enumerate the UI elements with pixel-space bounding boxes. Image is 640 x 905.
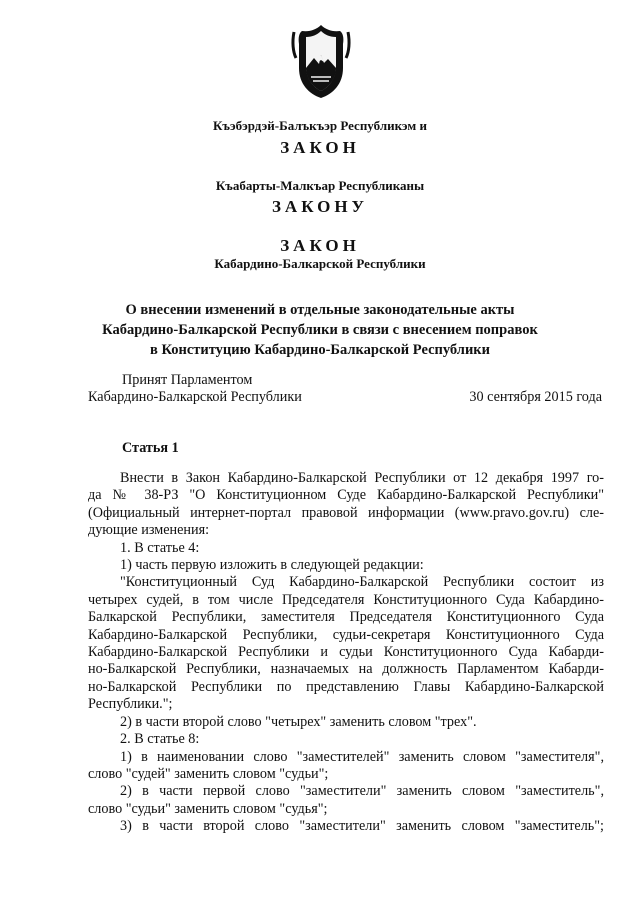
article-line: Кабардино-Балкарской Республики и судьи Конституционного Суда Кабарди- [88,644,604,661]
article-line: 1) часть первую изложить в следующей редакции: [120,557,424,574]
adopted-by-line: Принят Парламентом [122,372,253,388]
law-title-line: Кабардино-Балкарской Республики в связи с внесением поправок [102,322,538,338]
adoption-date: 30 сентября 2015 года [469,389,602,405]
header-line-russian: Кабардино-Балкарской Республики [214,256,426,271]
article-line: 1. В статье 4: [120,539,200,556]
header-line-balkar: Къабарты-Малкъар Республиканы [215,178,425,193]
article-line: 2. В статье 8: [120,731,200,748]
article-heading: Статья 1 [122,440,179,456]
law-title [0,300,640,360]
article-line: (Официальный интернет-портал правовой информации (www.pravo.gov.ru) сле- [88,504,604,521]
article-line: "Конституционный Суд Кабардино-Балкарской Республики состоит из [120,574,604,591]
article-line: дующие изменения: [88,522,210,539]
article-line: Республики."; [88,696,173,713]
article-line: слово "судей" заменить словом "судьи"; [88,765,329,782]
article-line: Кабардино-Балкарской Республики, судьи-секретаря Конституционного Суда [88,626,604,643]
header-line-kabardian: Къэбэрдэй-Балъкъэр Республикэм и [212,118,428,133]
article-line: 3) в части второй слово "заместители" заменить словом "заместитель"; [120,818,604,835]
article-line: слово "судьи" заменить словом "судья"; [88,800,328,817]
article-line: четырех судей, в том числе Председателя Конституционного Суда Кабардино- [88,591,604,608]
article-line: 1) в наименовании слово "заместителей" заменить словом "заместителя", [120,748,604,765]
adopted-by-parliament: Кабардино-Балкарской Республики [88,389,302,405]
article-line: 2) в части второй слово "четырех" заменить словом "трех". [120,713,477,730]
article-line: 2) в части первой слово "заместители" заменить словом "заместитель", [120,783,604,800]
coat-of-arms-icon [290,22,352,100]
article-line: но-Балкарской Республики, назначаемых на должность Парламентом Кабарди- [88,661,604,678]
article-body [88,470,604,836]
law-title-line: О внесении изменений в отдельные законодательные акты [125,302,515,318]
article-line: но-Балкарской Республики по представлению Главы Кабардино-Балкарской [88,678,604,695]
article-line: Балкарской Республики, заместителя Председателя Конституционного Суда [88,609,604,626]
header-zakonu-balkar: ЗАКОНУ [271,197,369,216]
header-zakon-russian: ЗАКОН [280,236,360,255]
header-zakon-kabardian: ЗАКОН [280,138,360,157]
law-title-line: в Конституцию Кабардино-Балкарской Республики [149,342,491,358]
article-line: Внести в Закон Кабардино-Балкарской Республики от 12 декабря 1997 го- [120,470,604,486]
article-line: да № 38-РЗ "О Конституционном Суде Кабардино-Балкарской Республики" [88,487,604,504]
